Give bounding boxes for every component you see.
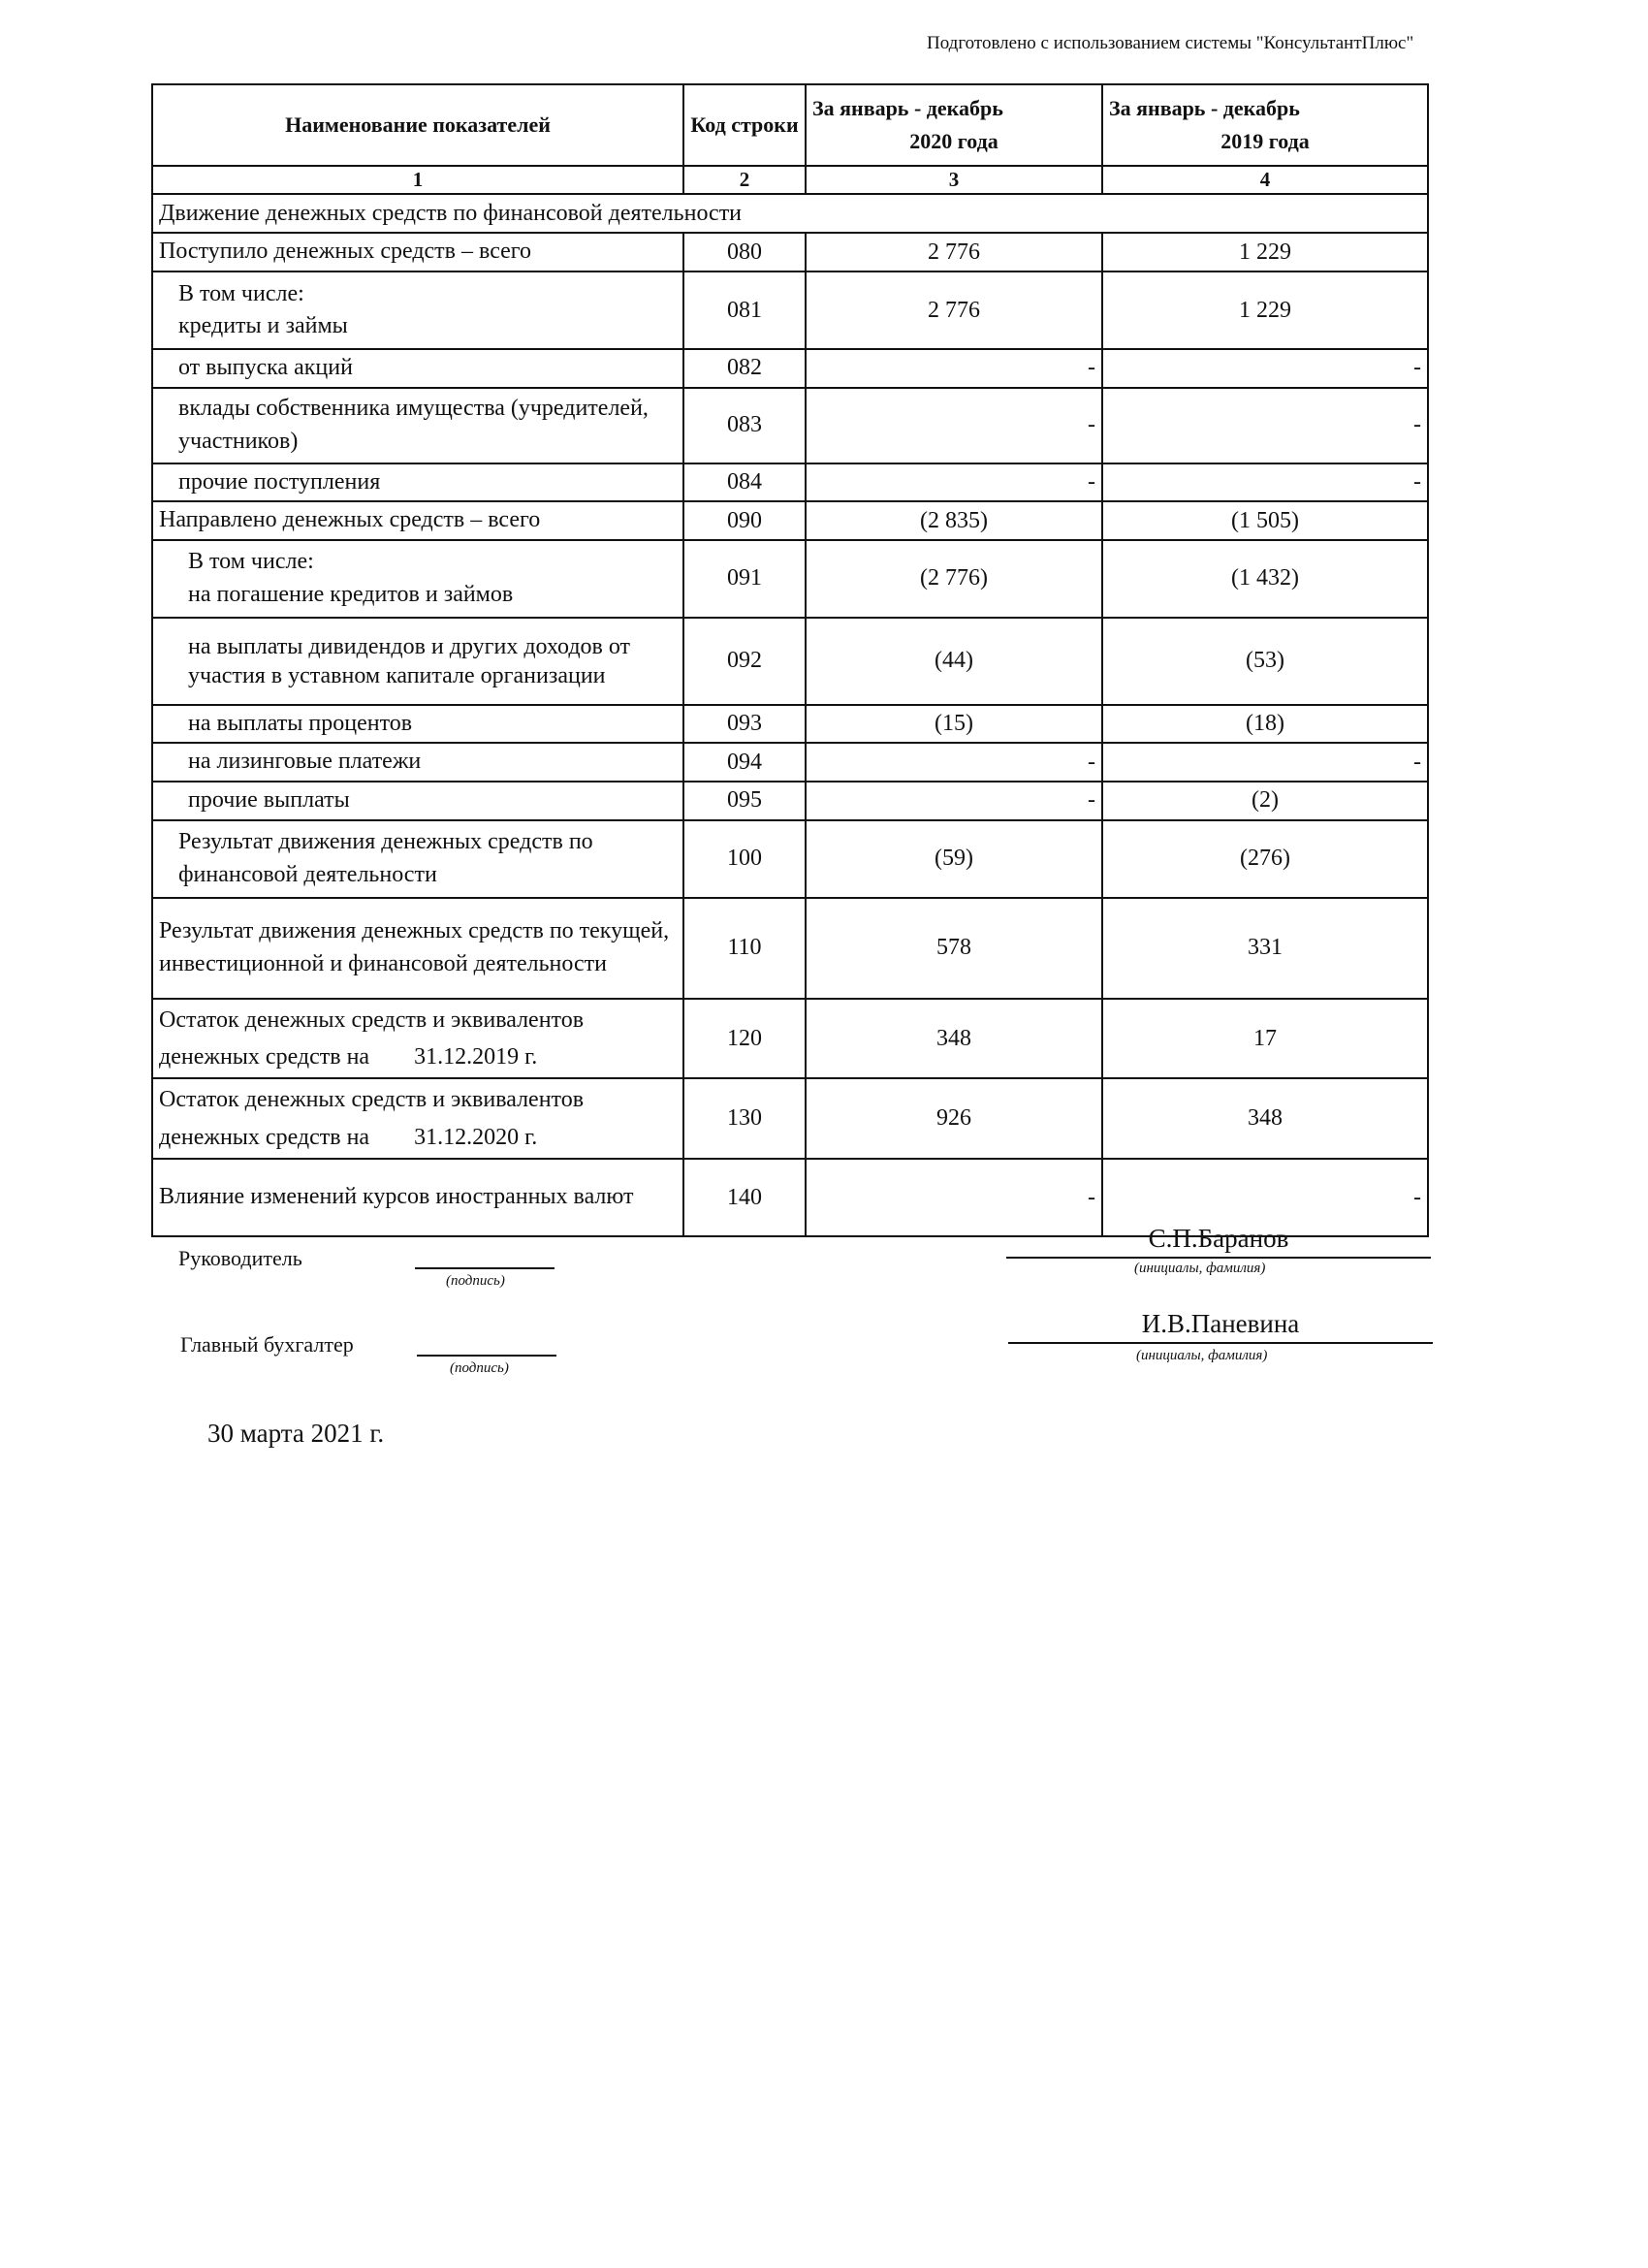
row-value-2019: - [1102,743,1428,782]
row-code: 140 [683,1159,806,1236]
row-value-2019: (1 432) [1102,540,1428,618]
head-signature-caption: (подпись) [446,1273,505,1289]
row-value-2020: 2 776 [806,233,1102,272]
row-code: 081 [683,272,806,349]
row-name-cell [152,1078,683,1159]
row-code: 130 [683,1078,806,1159]
row-value-2020: - [806,743,1102,782]
row-date: 31.12.2019 г. [414,1044,538,1070]
column-number: 3 [806,166,1102,194]
accountant-name: И.В.Паневина [1141,1309,1300,1338]
row-name: Остаток денежных средств и эквивалентов денежных средств на [159,1087,585,1150]
row-value-2019: - [1102,1159,1428,1236]
table-row [152,349,1428,388]
row-prefix: В том числе: [178,280,304,306]
row-value-2020: 2 776 [806,272,1102,349]
row-value-2019: 17 [1102,999,1428,1079]
accountant-label: Главный бухгалтер [180,1332,354,1357]
section-title: Движение денежных средств по финансовой деятельности [152,194,1428,233]
row-name: Направлено денежных средств – всего [152,501,683,540]
head-name-line [1006,1257,1431,1259]
cash-flow-table [151,83,1429,1237]
row-code: 080 [683,233,806,272]
row-name-cell [152,540,683,618]
row-value-2019: 1 229 [1102,233,1428,272]
header-period-2019 [1102,84,1428,166]
accountant-name-line [1008,1342,1433,1344]
head-label: Руководитель [178,1246,302,1270]
row-value-2019: (276) [1102,820,1428,898]
row-value-2019: - [1102,388,1428,463]
row-value-2019: 348 [1102,1078,1428,1159]
head-name-caption: (инициалы, фамилия) [1134,1261,1266,1276]
row-name: кредиты и займы [178,313,348,339]
row-value-2019: (1 505) [1102,501,1428,540]
head-name: С.П.Баранов [1148,1224,1289,1253]
row-name: на погашение кредитов и займов [188,581,514,607]
table-row [152,743,1428,782]
head-signature-line [415,1267,555,1269]
row-value-2020: - [806,388,1102,463]
header-note: Подготовлено с использованием системы "КонсультантПлюс" [927,33,1414,53]
row-value-2020: (2 776) [806,540,1102,618]
row-name: Результат движения денежных средств по финансовой деятельности [152,820,683,898]
table-row [152,463,1428,502]
row-code: 094 [683,743,806,782]
header-period-2019-year: 2019 года [1220,129,1310,153]
row-name: от выпуска акций [152,349,683,388]
accountant-signature-caption: (подпись) [450,1360,509,1376]
accountant-name-caption: (инициалы, фамилия) [1136,1348,1268,1363]
row-value-2020: 348 [806,999,1102,1079]
row-name: вклады собственника имущества (учредителей, участников) [152,388,683,463]
row-value-2020: (2 835) [806,501,1102,540]
row-value-2020: (44) [806,618,1102,705]
row-name: на выплаты дивидендов и других доходов от участия в уставном капитале организации [152,618,683,705]
table-row [152,618,1428,705]
header-code: Код строки [683,84,806,166]
row-value-2019: - [1102,349,1428,388]
table-header-row [152,84,1428,166]
accountant-signature-line [417,1355,556,1357]
table-row [152,898,1428,999]
table-row [152,782,1428,820]
column-number: 1 [152,166,683,194]
row-value-2019: - [1102,463,1428,502]
row-value-2020: (15) [806,705,1102,744]
table-row [152,540,1428,618]
row-code: 093 [683,705,806,744]
table-row [152,388,1428,463]
table-row [152,233,1428,272]
row-code: 083 [683,388,806,463]
row-value-2020: - [806,349,1102,388]
row-value-2020: 926 [806,1078,1102,1159]
table-row [152,501,1428,540]
table-row [152,705,1428,744]
row-name: прочие выплаты [152,782,683,820]
row-name: Поступило денежных средств – всего [152,233,683,272]
row-date: 31.12.2020 г. [414,1124,538,1150]
row-value-2020: - [806,463,1102,502]
header-period-2020-year: 2020 года [909,129,998,153]
row-value-2019: 331 [1102,898,1428,999]
row-code: 084 [683,463,806,502]
row-value-2019: 1 229 [1102,272,1428,349]
row-name: Остаток денежных средств и эквивалентов денежных средств на [159,1006,585,1070]
section-title-row [152,194,1428,233]
row-value-2020: (59) [806,820,1102,898]
table-row [152,999,1428,1079]
row-name: прочие поступления [152,463,683,502]
row-code: 082 [683,349,806,388]
row-code: 092 [683,618,806,705]
row-code: 110 [683,898,806,999]
row-name-cell [152,999,683,1079]
row-code: 095 [683,782,806,820]
row-value-2019: (18) [1102,705,1428,744]
row-value-2020: 578 [806,898,1102,999]
column-number: 4 [1102,166,1428,194]
column-number-row [152,166,1428,194]
row-code: 091 [683,540,806,618]
table-row [152,1078,1428,1159]
row-value-2020: - [806,1159,1102,1236]
row-prefix: В том числе: [188,549,314,575]
row-name: на лизинговые платежи [152,743,683,782]
header-period-2020 [806,84,1102,166]
header-period-2019-label: За январь - декабрь [1109,95,1300,120]
header-name: Наименование показателей [152,84,683,166]
row-name-cell [152,272,683,349]
row-code: 090 [683,501,806,540]
report-date: 30 марта 2021 г. [207,1419,385,1448]
table-row [152,272,1428,349]
row-value-2019: (2) [1102,782,1428,820]
row-name: Влияние изменений курсов иностранных валют [152,1159,683,1236]
row-name: Результат движения денежных средств по текущей, инвестиционной и финансовой деятельности [152,898,683,999]
column-number: 2 [683,166,806,194]
table-row [152,820,1428,898]
row-code: 120 [683,999,806,1079]
header-period-2020-label: За январь - декабрь [812,95,1003,120]
row-value-2020: - [806,782,1102,820]
row-value-2019: (53) [1102,618,1428,705]
row-name: на выплаты процентов [152,705,683,744]
row-code: 100 [683,820,806,898]
